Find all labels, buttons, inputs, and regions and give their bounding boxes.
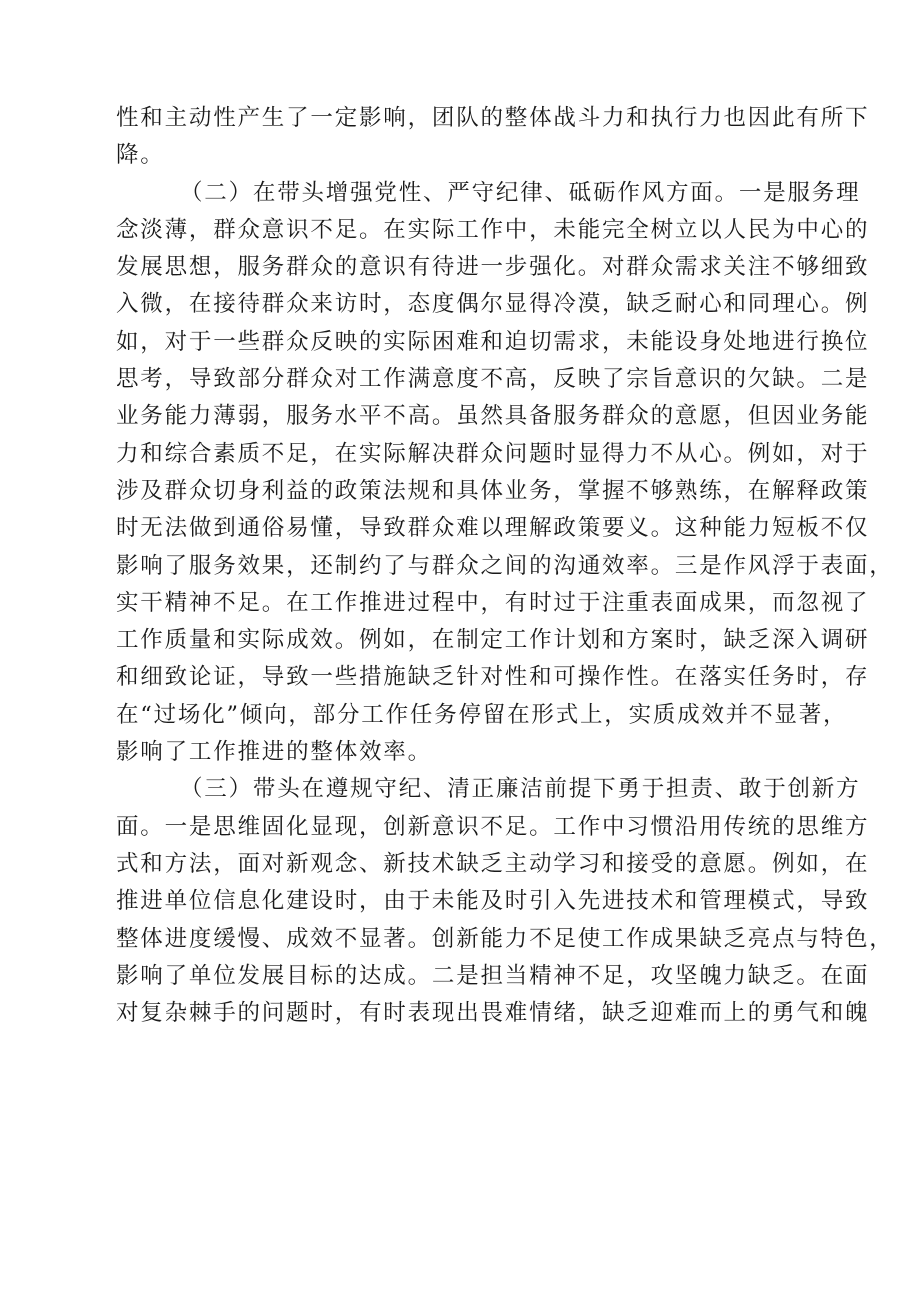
text-line: 力和综合素质不足，在实际解决群众问题时显得力不从心。例如，对于 xyxy=(116,440,870,467)
text-line: 工作质量和实际成效。例如，在制定工作计划和方案时，缺乏深入调研 xyxy=(116,627,870,654)
text-line: 在“过场化”倾向，部分工作任务停留在形式上，实质成效并不显著， xyxy=(116,701,848,728)
paragraph-section-3 xyxy=(116,771,894,1032)
text-line: 思考，导致部分群众对工作满意度不高，反映了宗旨意识的欠缺。二是 xyxy=(116,366,870,393)
text-line-indented: （二）在带头增强党性、严守纪律、砥砺作风方面。一是服务理 xyxy=(180,179,861,206)
text-line: 推进单位信息化建设时，由于未能及时引入先进技术和管理模式，导致 xyxy=(116,888,870,915)
paragraph-section-2 xyxy=(116,175,894,772)
text-line: 性和主动性产生了一定影响，团队的整体战斗力和执行力也因此有所下 xyxy=(116,105,870,131)
text-line: 影响了工作推进的整体效率。 xyxy=(116,739,432,766)
text-line: 涉及群众切身利益的政策法规和具体业务，掌握不够熟练，在解释政策 xyxy=(116,477,870,504)
text-line: 实干精神不足。在工作推进过程中，有时过于注重表面成果，而忽视了 xyxy=(116,589,870,616)
text-line: 发展思想，服务群众的意识有待进一步强化。对群众需求关注不够细致 xyxy=(116,254,870,281)
text-line: 念淡薄，群众意识不足。在实际工作中，未能完全树立以人民为中心的 xyxy=(116,216,870,243)
text-line: 整体进度缓慢、成效不显著。创新能力不足使工作成果缺乏亮点与特色， xyxy=(116,925,894,952)
text-line: 如，对于一些群众反映的实际困难和迫切需求，未能设身处地进行换位 xyxy=(116,328,870,355)
text-line: 影响了服务效果，还制约了与群众之间的沟通效率。三是作风浮于表面， xyxy=(116,552,894,579)
text-line: 业务能力薄弱，服务水平不高。虽然具备服务群众的意愿，但因业务能 xyxy=(116,403,870,430)
text-line: 对复杂棘手的问题时，有时表现出畏难情绪，缺乏迎难而上的勇气和魄 xyxy=(116,1000,870,1027)
text-line: 影响了单位发展目标的达成。二是担当精神不足，攻坚魄力缺乏。在面 xyxy=(116,962,870,989)
text-line: 式和方法，面对新观念、新技术缺乏主动学习和接受的意愿。例如，在 xyxy=(116,850,870,877)
text-line: 面。一是思维固化显现，创新意识不足。工作中习惯沿用传统的思维方 xyxy=(116,813,870,840)
text-line: 降。 xyxy=(116,142,165,169)
text-line: 时无法做到通俗易懂，导致群众难以理解政策要义。这种能力短板不仅 xyxy=(116,515,870,542)
paragraph-continuation xyxy=(116,100,870,175)
text-line: 入微，在接待群众来访时，态度偶尔显得冷漠，缺乏耐心和同理心。例 xyxy=(116,291,870,318)
text-line-indented: （三）带头在遵规守纪、清正廉洁前提下勇于担责、敢于创新方 xyxy=(180,776,861,803)
text-line: 和细致论证，导致一些措施缺乏针对性和可操作性。在落实任务时，存 xyxy=(116,664,870,691)
document-body xyxy=(116,100,894,1032)
